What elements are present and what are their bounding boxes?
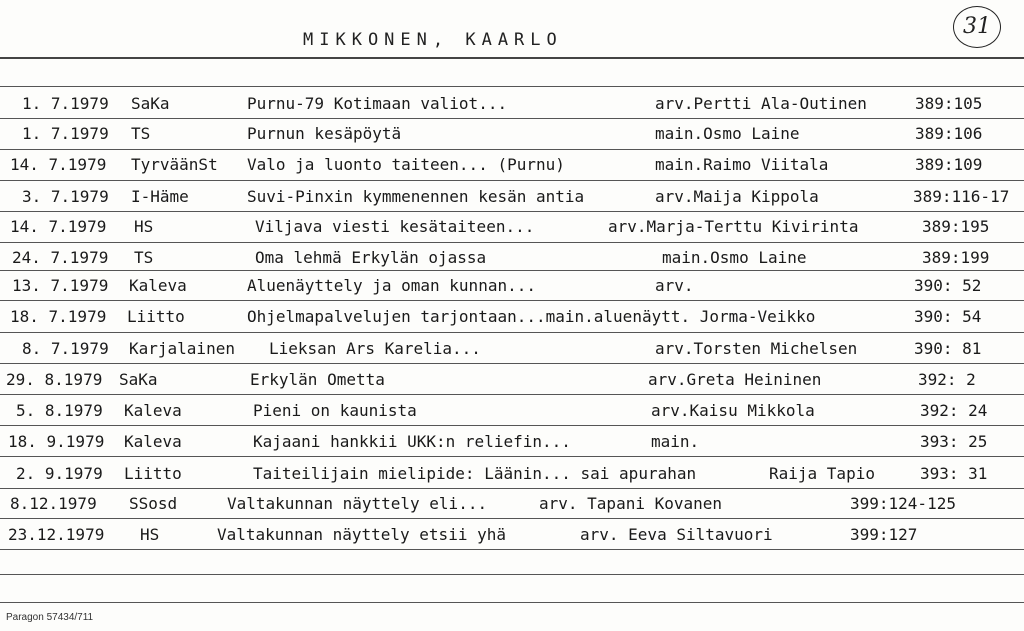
entry-title: Valo ja luonto taiteen... (Purnu) <box>247 155 565 174</box>
ruled-line <box>0 332 1024 333</box>
entry-author: arv.Pertti Ala-Outinen <box>655 94 867 113</box>
entry-reference: 392: 2 <box>918 370 976 389</box>
entry-reference: 393: 25 <box>920 432 988 451</box>
ruled-line <box>0 180 1024 181</box>
entry-author: arv. <box>655 276 694 295</box>
entry-reference: 389:106 <box>915 124 983 143</box>
entry-reference: 392: 24 <box>920 401 988 420</box>
entry-source: SSosd <box>129 494 178 513</box>
entry-author: main.Raimo Viitala <box>655 155 829 174</box>
ruled-line <box>0 518 1024 519</box>
ruled-line <box>0 300 1024 301</box>
entry-date: 23.12.1979 <box>8 525 105 544</box>
entry-author: arv.Marja-Terttu Kivirinta <box>608 217 859 236</box>
entry-title: Oma lehmä Erkylän ojassa <box>255 248 487 267</box>
entry-date: 13. 7.1979 <box>12 276 109 295</box>
entry-title: Valtakunnan näyttely etsii yhä <box>217 525 506 544</box>
entry-title: Kajaani hankkii UKK:n reliefin... <box>253 432 571 451</box>
ruled-line <box>0 118 1024 119</box>
entry-title: Suvi-Pinxin kymmenennen kesän antia <box>247 187 585 206</box>
entry-date: 8. 7.1979 <box>22 339 109 358</box>
list-item <box>0 182 1024 212</box>
ruled-line <box>0 211 1024 212</box>
entry-author: arv.Kaisu Mikkola <box>651 401 815 420</box>
list-item <box>0 271 1024 301</box>
ruled-line <box>0 363 1024 364</box>
entry-author: arv. Eeva Siltavuori <box>580 525 773 544</box>
entry-author: main.Osmo Laine <box>655 124 800 143</box>
entry-title: Ohjelmapalvelujen tarjontaan...main.aluenäytt. Jorma-Veikko <box>247 307 816 326</box>
entry-source: HS <box>134 217 154 236</box>
entry-author: arv.Greta Heininen <box>648 370 822 389</box>
entry-source: TyrväänSt <box>131 155 218 174</box>
entry-source: Kaleva <box>124 432 182 451</box>
entry-source: Karjalainen <box>129 339 235 358</box>
entry-date: 18. 7.1979 <box>10 307 107 326</box>
entry-reference: 399:124-125 <box>850 494 956 513</box>
ruled-line <box>0 242 1024 243</box>
entry-reference: 393: 31 <box>920 464 988 483</box>
entry-reference: 389:199 <box>922 248 990 267</box>
entry-source: SaKa <box>119 370 158 389</box>
entry-title: Taiteilijain mielipide: Läänin... sai apurahan <box>253 464 697 483</box>
ruled-line <box>0 456 1024 457</box>
entry-reference: 389:195 <box>922 217 990 236</box>
entry-author: main. <box>651 432 700 451</box>
list-item <box>0 150 1024 180</box>
entry-date: 5. 8.1979 <box>16 401 103 420</box>
card-title: MIKKONEN, KAARLO <box>303 30 563 50</box>
list-item <box>0 459 1024 489</box>
list-item <box>0 212 1024 242</box>
ruled-line <box>0 149 1024 150</box>
entry-source: TS <box>134 248 154 267</box>
entry-date: 29. 8.1979 <box>6 370 103 389</box>
entry-source: SaKa <box>131 94 170 113</box>
entry-title: Aluenäyttely ja oman kunnan... <box>247 276 536 295</box>
list-item <box>0 396 1024 426</box>
list-item <box>0 489 1024 519</box>
entry-source: I-Häme <box>131 187 189 206</box>
ruled-line <box>0 394 1024 395</box>
entry-reference: 390: 54 <box>914 307 982 326</box>
entry-title: Viljava viesti kesätaiteen... <box>255 217 535 236</box>
entry-title: Erkylän Ometta <box>250 370 385 389</box>
printer-imprint: Paragon 57434/711 <box>6 612 94 623</box>
ruled-line <box>0 549 1024 550</box>
ruled-line <box>0 488 1024 489</box>
entry-reference: 390: 52 <box>914 276 982 295</box>
list-item <box>0 119 1024 149</box>
entry-date: 14. 7.1979 <box>10 155 107 174</box>
entry-source: HS <box>140 525 160 544</box>
ruled-line <box>0 574 1024 575</box>
ruled-line <box>0 602 1024 603</box>
ruled-line <box>0 425 1024 426</box>
entry-author: Raija Tapio <box>769 464 875 483</box>
list-item <box>0 243 1024 273</box>
list-item <box>0 89 1024 119</box>
list-item <box>0 365 1024 395</box>
entry-source: Liitto <box>127 307 185 326</box>
entry-title: Pieni on kaunista <box>253 401 417 420</box>
entry-title: Lieksan Ars Karelia... <box>269 339 481 358</box>
entry-title: Purnun kesäpöytä <box>247 124 402 143</box>
entry-date: 8.12.1979 <box>10 494 97 513</box>
entry-reference: 390: 81 <box>914 339 982 358</box>
entry-title: Valtakunnan näyttely eli... <box>227 494 488 513</box>
header-rule <box>0 57 1024 59</box>
entry-reference: 399:127 <box>850 525 918 544</box>
entry-reference: 389:105 <box>915 94 983 113</box>
ruled-line <box>0 270 1024 271</box>
entry-source: Liitto <box>124 464 182 483</box>
entry-date: 3. 7.1979 <box>22 187 109 206</box>
entry-source: Kaleva <box>129 276 187 295</box>
entry-source: TS <box>131 124 151 143</box>
entry-date: 14. 7.1979 <box>10 217 107 236</box>
entry-date: 1. 7.1979 <box>22 94 109 113</box>
entry-title: Purnu-79 Kotimaan valiot... <box>247 94 508 113</box>
list-item <box>0 520 1024 550</box>
entry-reference: 389:116-17 <box>913 187 1010 206</box>
entry-author: main.Osmo Laine <box>662 248 807 267</box>
card-number-circle: 31 <box>953 6 1001 48</box>
entry-author: arv. Tapani Kovanen <box>539 494 723 513</box>
entry-reference: 389:109 <box>915 155 983 174</box>
entry-author: arv.Maija Kippola <box>655 187 819 206</box>
entry-author: arv.Torsten Michelsen <box>655 339 858 358</box>
entry-source: Kaleva <box>124 401 182 420</box>
ruled-line <box>0 86 1024 87</box>
entry-date: 24. 7.1979 <box>12 248 109 267</box>
list-item <box>0 302 1024 332</box>
entry-date: 2. 9.1979 <box>16 464 103 483</box>
entry-date: 1. 7.1979 <box>22 124 109 143</box>
entry-date: 18. 9.1979 <box>8 432 105 451</box>
list-item <box>0 427 1024 457</box>
list-item <box>0 334 1024 364</box>
